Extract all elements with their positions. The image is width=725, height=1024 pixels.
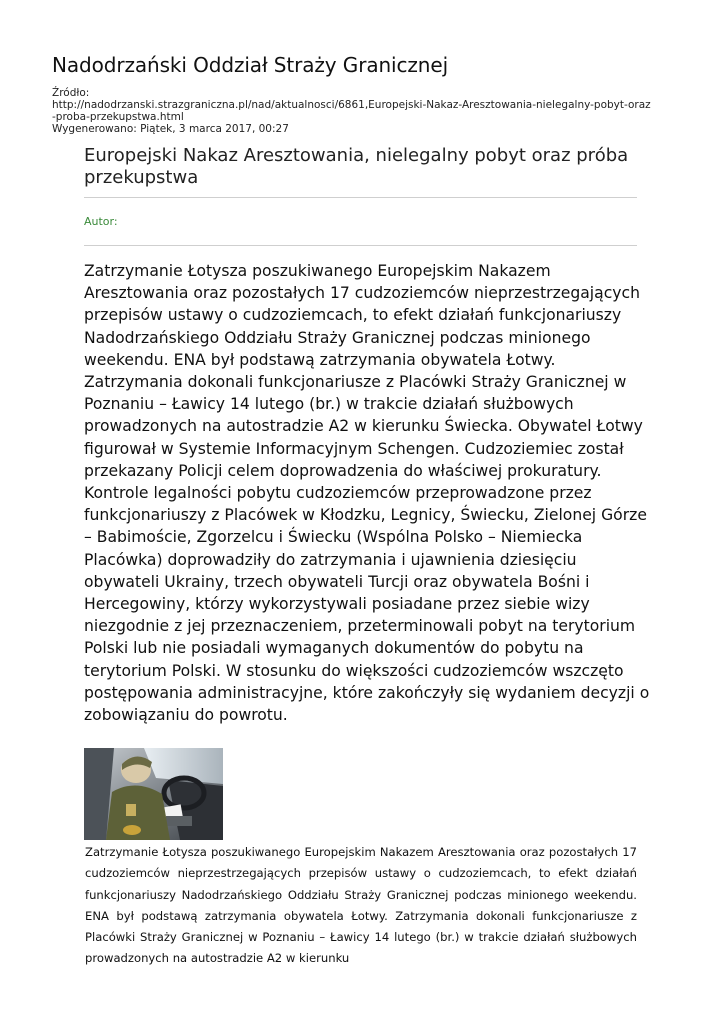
source-url-line-2[interactable]: -proba-przekupstwa.html [52,111,184,123]
source-label: Źródło: [52,87,90,99]
article-photo[interactable] [84,748,223,840]
article-lead: Zatrzymanie Łotysza poszukiwanego Europejskim Nakazem Aresztowania oraz pozostałych 17 cudzoziemców nieprzestrzegających przepisów ustawy o cudzoziemcach, to efekt działań funkcjonariuszy Nadodrzańskiego Oddziału Straży Granicznej podczas minionego weekendu. ENA był podstawą zatrzymania obywatela Łotwy. Zatrzymania dokonali funkcjonariusze z Placówki Straży Granicznej w Poznaniu – Ławicy 14 lutego (br.) w trakcie działań służbowych prowadzonych na autostradzie A2 w kierunku Świecka. Obywatel Łotwy figurował w Systemie Informacyjnym Schengen. Cudzoziemiec został przekazany Policji celem doprowadzenia do właściwej prokuratury. Kontrole legalności pobytu cudzoziemców przeprowadzone przez funkcjonariuszy z Placówek w Kłodzku, Legnicy, Świecku, Zielonej Górze – Babimoście, Zgorzelcu i Świecku (Wspólna Polsko – Niemiecka Placówka) doprowadziły do zatrzymania i ujawnienia dziesięciu obywateli Ukrainy, trzech obywateli Turcji oraz obywatela Bośni i Hercegowiny, którzy wykorzystywali posiadane przez siebie wizy niezgodnie z jej przeznaczeniem, przeterminowali pobyt na terytorium Polski lub nie posiadali wymaganych dokumentów do pobytu na terytorium Polski. W stosunku do większości cudzoziemców wszczęto postępowania administracyjne, które zakończyły się wydaniem decyzji o zobowiązaniu do powrotu. [84,262,650,725]
divider-bottom [84,245,637,246]
author-label: Autor: [84,215,118,228]
site-title: Nadodrzański Oddział Straży Granicznej [52,53,449,77]
generated-date: Wygenerowano: Piątek, 3 marca 2017, 00:27 [52,123,289,135]
divider-top [84,197,637,198]
document-meta [52,87,677,135]
photo-caption: Zatrzymanie Łotysza poszukiwanego Europejskim Nakazem Aresztowania oraz pozostałych 17 cudzoziemców nieprzestrzegających przepisów ustawy o cudzoziemcach, to efekt działań funkcjonariuszy Nadodrzańskiego Oddziału Straży Granicznej podczas minionego weekendu. ENA był podstawą zatrzymania obywatela Łotwy. Zatrzymania dokonali funkcjonariusze z Placówki Straży Granicznej w Poznaniu – Ławicy 14 lutego (br.) w trakcie działań służbowych prowadzonych na autostradzie A2 w kierunku [85,845,637,966]
article-title: Europejski Nakaz Aresztowania, nielegalny pobyt oraz próba przekupstwa [84,145,629,188]
source-url-line-1[interactable]: http://nadodrzanski.strazgraniczna.pl/nad/aktualnosci/6861,Europejski-Nakaz-Aresztowania-nielegalny-pobyt-oraz [52,99,651,111]
